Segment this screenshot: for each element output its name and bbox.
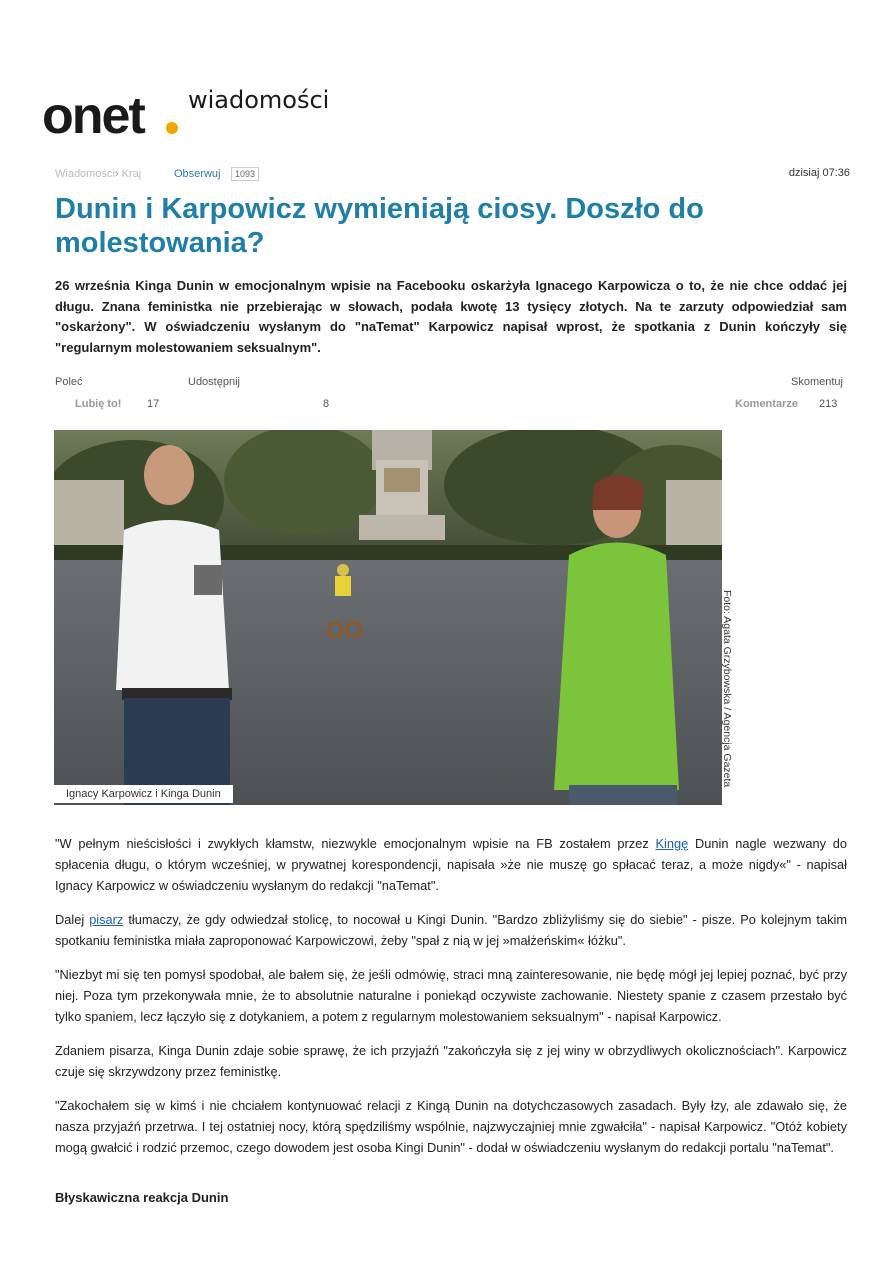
- like-button[interactable]: Lubię to!: [75, 398, 122, 410]
- comments-button[interactable]: Komentarze: [735, 398, 798, 410]
- paragraph-1: "W pełnym nieścisłości i zwykłych kłamstw, niezwykle emocjonalnym wpisie na FB zostałem przez Kingę Dunin nagle wezwany do spłacenia długu, o którym wcześniej, w prywatnej korespondencji, napisała »że nie muszę go spłacać teraz, a może nigdy«" - napisał Ignacy Karpowicz w oświadczeniu wysłanym do redakcji "naTemat".: [55, 836, 847, 893]
- share-label: Udostępnij: [188, 376, 240, 388]
- section-name[interactable]: wiadomości: [188, 86, 330, 114]
- link-pisarz[interactable]: pisarz: [89, 912, 124, 927]
- photo-credit: Foto: Agata Grzybowska / Agencja Gazeta: [721, 590, 733, 788]
- section-subheading: Błyskawiczna reakcja Dunin: [55, 1190, 229, 1205]
- social-bar: [55, 376, 845, 416]
- comment-label[interactable]: Skomentuj: [791, 376, 843, 388]
- photo-caption: Ignacy Karpowicz i Kinga Dunin: [54, 785, 233, 803]
- link-kinge[interactable]: Kingę: [655, 836, 689, 851]
- comments-count: 213: [819, 398, 838, 410]
- recommend-label: Poleć: [55, 376, 83, 388]
- paragraph-3: "Niezbyt mi się ten pomysł spodobał, ale bałem się, że jeśli odmówię, straci mną zainteresowanie, nie będę mógł jej lepiej poznać, być przy niej. Poza tym przekonywała mnie, że to absolutnie naturalne i poniekąd oczywiste zachowanie. Niestety spanie z czasem przestało być tylko spaniem, lecz łączyło się z dotykaniem, a potem z regularnym molestowaniem seksualnym" - napisał Karpowicz.: [55, 967, 847, 1024]
- publish-date: dzisiaj 07:36: [788, 167, 850, 179]
- logo-dot: [166, 122, 178, 134]
- logo-wordmark: onet: [42, 87, 144, 145]
- follow-button[interactable]: Obserwuj: [174, 168, 221, 180]
- breadcrumb-kraj[interactable]: Kraj: [121, 168, 142, 180]
- photo-illustration: [54, 430, 722, 805]
- onet-logo[interactable]: [42, 86, 342, 146]
- share-count: 8: [323, 398, 330, 410]
- like-count: 17: [147, 398, 160, 410]
- article-meta: [55, 165, 850, 185]
- article-photo[interactable]: [54, 430, 722, 805]
- article-title: Dunin i Karpowicz wymieniają ciosy. Doszło do molestowania?: [55, 193, 704, 259]
- paragraph-4: Zdaniem pisarza, Kinga Dunin zdaje sobie sprawę, że ich przyjaźń "zakończyła się z jej winy w obrzydliwych okolicznościach". Karpowicz czuje się skrzywdzony przez feministkę.: [55, 1043, 847, 1079]
- breadcrumb-wiadomosci[interactable]: Wiadomości: [55, 168, 115, 180]
- paragraph-5: "Zakochałem się w kimś i nie chciałem kontynuować relacji z Kingą Dunin na dotychczasowych zasadach. Były łzy, ale zdawało się, że nasza przyjaźń przetrwa. I tej ostatniej nocy, którą spędziliśmy wspólnie, najzwyczajniej mnie zgwałciła" - napisał Karpowicz. "Otóż kobiety mogą gwałcić i rodzić przemoc, czego dowodem jest osoba Kingi Dunin" - dodał w oświadczeniu wysłanym do redakcji portalu "naTemat".: [55, 1098, 847, 1155]
- article-lead: 26 września Kinga Dunin w emocjonalnym wpisie na Facebooku oskarżyła Ignacego Karpowicza o to, że nie chce oddać jej długu. Znana feministka nie przebierając w słowach, podała kwotę 13 tysięcy złotych. Na te zarzuty odpowiedział sam "oskarżony". W oświadczeniu wysłanym do "naTemat" Karpowicz napisał wprost, że spotkania z Dunin kończyły się "regularnym molestowaniem seksualnym".: [55, 278, 847, 355]
- breadcrumb-separator: ›: [114, 168, 119, 180]
- paragraph-2: Dalej pisarz tłumaczy, że gdy odwiedzał stolicę, to nocował u Kingi Dunin. "Bardzo zbliżyliśmy się do siebie" - pisze. Po kolejnym takim spotkaniu feministka miała zaproponować Karpowiczowi, żeby "spał z nią w jej »małżeńskim« łóżku".: [55, 912, 847, 948]
- follow-count: 1093: [231, 167, 259, 181]
- breadcrumb: [55, 168, 141, 180]
